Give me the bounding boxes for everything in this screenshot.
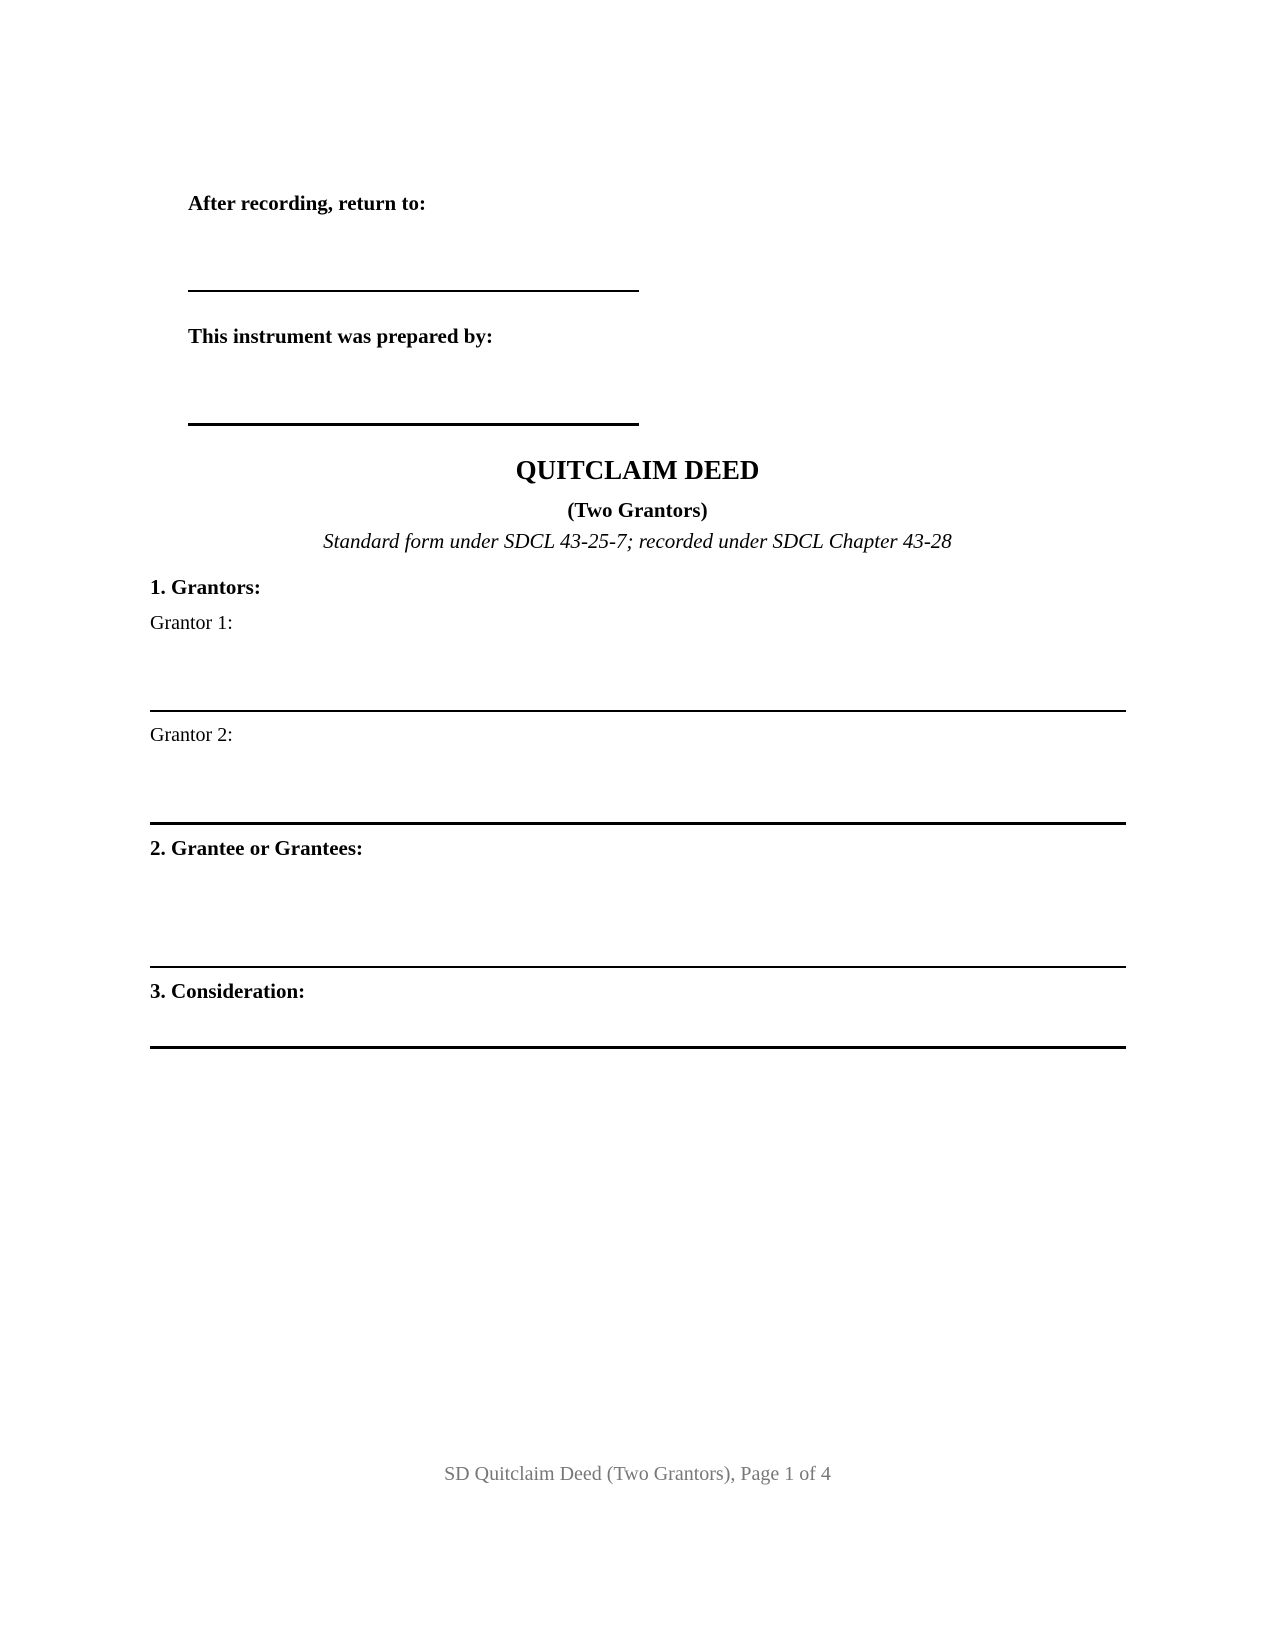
- section-grantors-heading: 1. Grantors:: [150, 575, 261, 599]
- grantor-1-label: Grantor 1:: [150, 612, 233, 634]
- statute-reference: Standard form under SDCL 43-25-7; recorded under SDCL Chapter 43-28: [323, 529, 952, 553]
- grantor-2-label: Grantor 2:: [150, 724, 233, 746]
- prepared-by-label: This instrument was prepared by:: [188, 324, 493, 348]
- grantees-line[interactable]: [150, 966, 1126, 968]
- section-consideration-heading: 3. Consideration:: [150, 979, 306, 1003]
- document-title: QUITCLAIM DEED: [515, 455, 760, 485]
- return-to-label: After recording, return to:: [188, 191, 426, 215]
- prepared-by-line[interactable]: [188, 423, 639, 426]
- return-to-line[interactable]: [188, 290, 639, 292]
- section-grantees-heading: 2. Grantee or Grantees:: [150, 836, 364, 860]
- page-footer: SD Quitclaim Deed (Two Grantors), Page 1 of 4: [444, 1463, 831, 1485]
- grantor-1-line[interactable]: [150, 710, 1126, 712]
- document-subtitle: (Two Grantors): [567, 498, 708, 522]
- consideration-line[interactable]: [150, 1046, 1126, 1049]
- grantor-2-line[interactable]: [150, 822, 1126, 825]
